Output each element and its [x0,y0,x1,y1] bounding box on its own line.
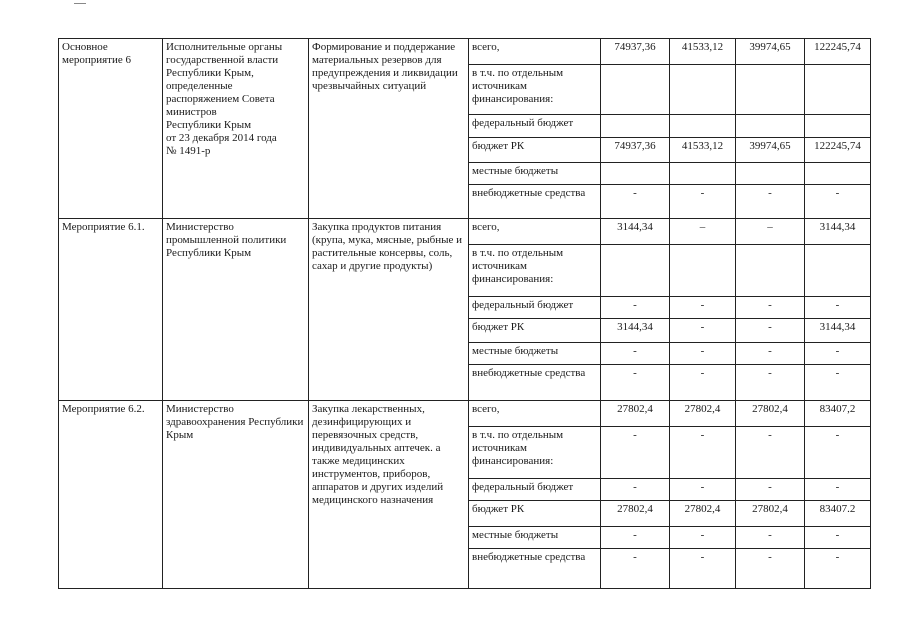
year-value-cell: 41533,12 [670,138,736,163]
year-value-cell [670,245,736,297]
year-value-cell: 27802,4 [736,401,805,427]
year-value-cell: - [601,297,670,319]
total-value-cell: 3144,34 [805,219,871,245]
budget-table [58,38,871,589]
budget-table-body [59,39,871,589]
year-value-cell: - [736,319,805,343]
funding-source-cell: всего, [469,401,601,427]
activity-cell: Основное мероприятие 6 [59,39,163,219]
year-value-cell: - [601,549,670,589]
total-value-cell: 122245,74 [805,39,871,65]
year-value-cell: 27802,4 [601,401,670,427]
year-value-cell [736,115,805,138]
year-value-cell: - [601,527,670,549]
funding-source-cell: местные бюджеты [469,343,601,365]
funding-source-cell: федеральный бюджет [469,115,601,138]
year-value-cell: - [601,479,670,501]
funding-source-cell: внебюджетные средства [469,549,601,589]
total-value-cell: - [805,343,871,365]
total-value-cell: - [805,427,871,479]
total-value-cell [805,245,871,297]
funding-source-cell: в т.ч. по отдельным источникам финансирования: [469,65,601,115]
year-value-cell: - [670,343,736,365]
funding-source-cell: всего, [469,219,601,245]
executor-cell: Министерство промышленной политики Республики Крым [163,219,309,401]
description-cell: Закупка продуктов питания (крупа, мука, мясные, рыбные и растительные консервы, соль, сахар и другие продукты) [309,219,469,401]
total-value-cell: 83407.2 [805,501,871,527]
funding-source-cell: местные бюджеты [469,527,601,549]
year-value-cell: - [736,343,805,365]
year-value-cell: - [601,185,670,219]
funding-source-cell: бюджет РК [469,319,601,343]
description-cell: Формирование и поддержание материальных резервов для предупреждения и ликвидации чрезвычайных ситуаций [309,39,469,219]
funding-source-cell: в т.ч. по отдельным источникам финансирования: [469,245,601,297]
year-value-cell: - [736,549,805,589]
year-value-cell [601,163,670,185]
total-value-cell: - [805,185,871,219]
year-value-cell: 27802,4 [736,501,805,527]
year-value-cell: - [670,185,736,219]
total-value-cell [805,65,871,115]
funding-source-cell: местные бюджеты [469,163,601,185]
year-value-cell: - [601,365,670,401]
table-row [59,401,871,427]
funding-source-cell: бюджет РК [469,501,601,527]
funding-source-cell: бюджет РК [469,138,601,163]
funding-source-cell: внебюджетные средства [469,185,601,219]
funding-source-cell: всего, [469,39,601,65]
year-value-cell [736,163,805,185]
year-value-cell: 27802,4 [670,401,736,427]
funding-source-cell: федеральный бюджет [469,297,601,319]
year-value-cell: 74937,36 [601,138,670,163]
year-value-cell: - [736,297,805,319]
year-value-cell: – [670,219,736,245]
year-value-cell [601,245,670,297]
year-value-cell [670,65,736,115]
year-value-cell: - [670,319,736,343]
description-cell: Закупка лекарственных, дезинфицирующих и перевязочных средств, индивидуальных аптечек. а также медицинских инструментов, приборов, аппаратов и других изделий медицинского назначения [309,401,469,589]
total-value-cell: 3144,34 [805,319,871,343]
total-value-cell: 83407,2 [805,401,871,427]
year-value-cell: - [670,549,736,589]
year-value-cell [601,115,670,138]
year-value-cell: - [736,527,805,549]
year-value-cell: - [601,427,670,479]
year-value-cell: 41533,12 [670,39,736,65]
total-value-cell: - [805,527,871,549]
total-value-cell: - [805,365,871,401]
total-value-cell: - [805,297,871,319]
funding-source-cell: в т.ч. по отдельным источникам финансирования: [469,427,601,479]
activity-cell: Мероприятие 6.2. [59,401,163,589]
year-value-cell: - [736,479,805,501]
total-value-cell: 122245,74 [805,138,871,163]
total-value-cell [805,115,871,138]
executor-cell: Министерство здравоохранения Республики Крым [163,401,309,589]
year-value-cell: 3144,34 [601,319,670,343]
year-value-cell: - [670,297,736,319]
table-row [59,219,871,245]
year-value-cell [670,163,736,185]
year-value-cell: - [670,527,736,549]
total-value-cell: - [805,479,871,501]
executor-cell: Исполнительные органы государственной власти Республики Крым, определенные распоряжением Совета министров Республики Крым от 23 декабря 2014 года № 1491-р [163,39,309,219]
year-value-cell: 27802,4 [601,501,670,527]
year-value-cell [736,65,805,115]
year-value-cell: 27802,4 [670,501,736,527]
year-value-cell: - [670,365,736,401]
year-value-cell: - [670,427,736,479]
total-value-cell: - [805,549,871,589]
year-value-cell: - [601,343,670,365]
year-value-cell [601,65,670,115]
funding-source-cell: федеральный бюджет [469,479,601,501]
funding-source-cell: внебюджетные средства [469,365,601,401]
table-row [59,39,871,65]
year-value-cell: - [736,427,805,479]
year-value-cell: 74937,36 [601,39,670,65]
year-value-cell: 3144,34 [601,219,670,245]
year-value-cell: – [736,219,805,245]
total-value-cell [805,163,871,185]
year-value-cell [736,245,805,297]
activity-cell: Мероприятие 6.1. [59,219,163,401]
year-value-cell: - [736,365,805,401]
year-value-cell: 39974,65 [736,39,805,65]
year-value-cell: - [670,479,736,501]
year-value-cell [670,115,736,138]
year-value-cell: - [736,185,805,219]
year-value-cell: 39974,65 [736,138,805,163]
page-mark [74,3,86,4]
